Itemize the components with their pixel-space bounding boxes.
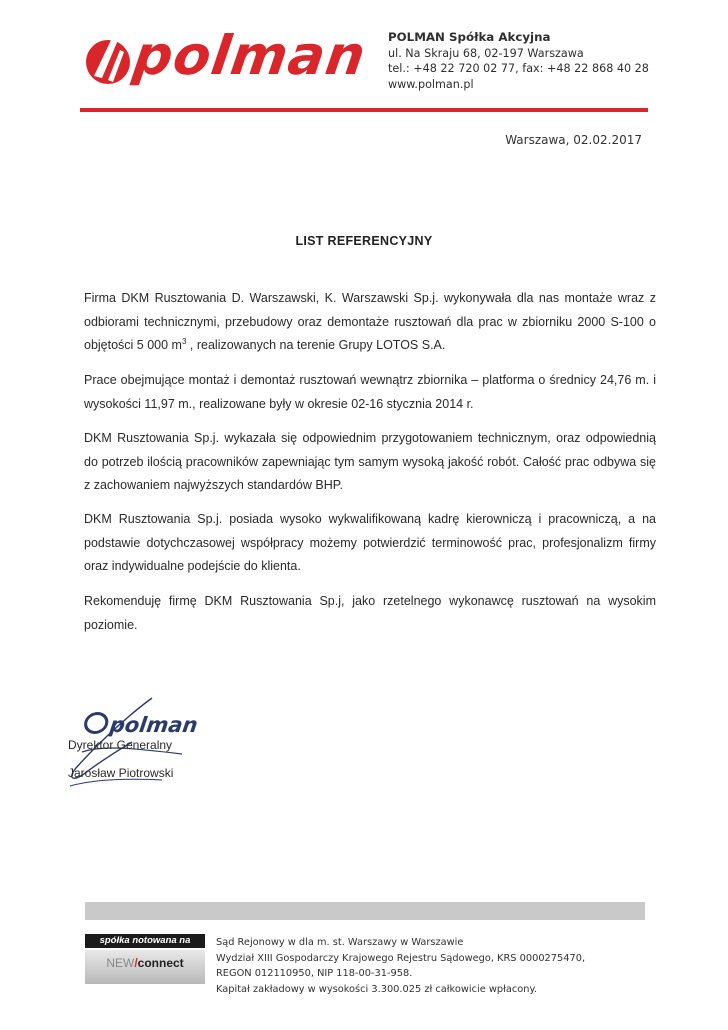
footer-bar (85, 902, 645, 920)
letterhead-divider (80, 108, 648, 112)
company-name: POLMAN Spółka Akcyjna (388, 30, 551, 44)
footer-line-2: Wydział XIII Gospodarczy Krajowego Rejestru Sądowego, KRS 0000275470, (216, 952, 586, 964)
company-address: ul. Na Skraju 68, 02-197 Warszawa (388, 46, 584, 60)
signatory-name: Jarosław Piotrowski (68, 766, 174, 780)
badge-slash: / (134, 956, 138, 970)
paragraph-1 (84, 287, 656, 358)
registration-info (216, 935, 585, 997)
newconnect-logo (85, 950, 205, 984)
badge-connect: connect (137, 956, 184, 970)
badge-new: NEW (106, 956, 135, 970)
paragraph-5: Rekomenduję firmę DKM Rusztowania Sp.j, jako rzetelnego wykonawcę rusztowań na wysokim poziomie. (84, 594, 656, 632)
paragraph-4: DKM Rusztowania Sp.j. posiada wysoko wykwalifikowaną kadrę kierowniczą i pracowniczą, a na podstawie dotychczasowej współpracy możemy potwierdzić terminowość prac, profesjonalizm firmy oraz indywidualne podejście do klienta. (84, 512, 656, 573)
company-logo (82, 24, 372, 92)
stamp-logo-text: polman (108, 713, 200, 737)
badge-caption: spółka notowana na (85, 934, 205, 948)
letter-date: Warszawa, 02.02.2017 (505, 133, 642, 147)
superscript-3: 3 (181, 336, 187, 346)
paragraph-2: Prace obejmujące montaż i demontaż rusztowań wewnątrz zbiornika – platforma o średnicy 24,76 m. i wysokości 11,97 m., realizowane były w okresie 02-16 stycznia 2014 r. (84, 373, 656, 411)
logo-wordmark: polman (129, 24, 370, 87)
company-phone-fax: tel.: +48 22 720 02 77, fax: +48 22 868 40 28 (388, 62, 649, 75)
footer-line-4: Kapitał zakładowy w wysokości 3.300.025 zł całkowicie wpłacony. (216, 983, 537, 995)
footer-line-1: Sąd Rejonowy w dla m. st. Warszawy w Warszawie (216, 937, 464, 948)
footer-line-3: REGON 012110950, NIP 118-00-31-958. (216, 968, 413, 979)
company-website[interactable]: www.polman.pl (388, 77, 474, 91)
polman-logo-mark-icon (82, 32, 134, 88)
letter-title: LIST REFERENCYJNY (295, 234, 433, 248)
paragraph-1-tail: , realizowanych na terenie Grupy LOTOS S.A. (186, 338, 446, 352)
paragraph-3: DKM Rusztowania Sp.j. wykazała się odpowiednim przygotowaniem technicznym, oraz odpowiednią do potrzeb ilością pracowników zapewniając tym samym wysoką jakość robót. Całość prac odbywa się z zachowaniem najwyższych standardów BHP. (84, 431, 656, 492)
signatory-role: Dyrektor Generalny (68, 738, 173, 752)
paragraph-1-text: Firma DKM Rusztowania D. Warszawski, K. Warszawski Sp.j. wykonywała dla nas montaże wraz z odbiorami technicznymi, przebudowy oraz demontaże rusztowań dla prac w zbiorniku 2000 S-100 o objętości 5 000 m (84, 291, 656, 352)
company-details (388, 30, 649, 92)
newconnect-badge (85, 934, 205, 986)
